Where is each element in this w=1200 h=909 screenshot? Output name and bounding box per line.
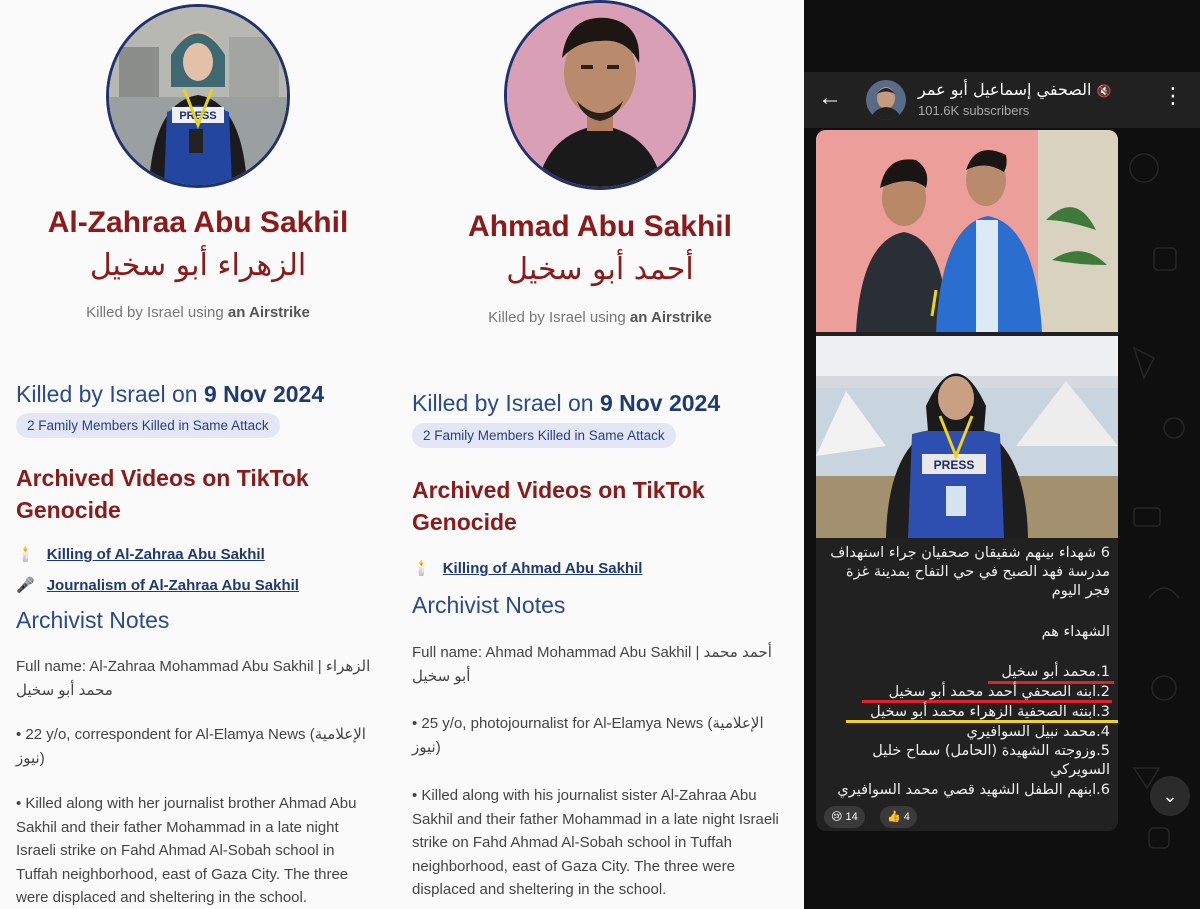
channel-message[interactable] [816,130,1118,831]
name-arabic: أحمد أبو سخيل [506,252,694,287]
channel-name: الصحفي إسماعيل أبو عمر [918,80,1092,99]
video-link-label[interactable]: Killing of Ahmad Abu Sakhil [442,560,643,577]
muted-icon: 🔇 [1096,84,1112,98]
note-full-name: Full name: Ahmad Mohammad Abu Sakhil | أحمد محمد أبو سخيل [412,644,772,685]
killed-by-method: an Airstrike [227,304,310,321]
martyr-item-5: 5.وزوجته الشهيدة (الحامل) سماح خليل السويركي [872,743,1110,778]
note-age-role: • 22 y/o, correspondent for Al-Elamya News (الإعلامية نيوز) [16,726,366,767]
candle-icon: 🕯️ [412,560,431,577]
channel-header [804,72,1200,128]
avatar-al-zahraa [106,4,290,188]
name-english: Ahmad Abu Sakhil [468,210,732,243]
family-members-badge[interactable]: 2 Family Members Killed in Same Attack [412,423,676,448]
avatar-ahmad [504,0,696,190]
microphone-icon: 🎤 [16,577,35,594]
reaction-count: 14 [845,811,858,823]
killed-on-date: 9 Nov 2024 [599,390,721,416]
more-options-icon[interactable]: ⋮ [1162,83,1184,108]
martyr-item-4: 4.محمد نبيل السوافيري [966,724,1110,740]
martyr-item-6: 6.ابنهم الطفل الشهيد قصي محمد السوافيري [837,782,1110,798]
martyr-item-3: 3.ابنته الصحفية الزهراء محمد أبو سخيل [870,704,1110,720]
archivist-notes-heading: Archivist Notes [412,592,566,618]
note-age-role: • 25 y/o, photojournalist for Al-Elamya News (الإعلامية نيوز) [412,715,764,756]
profile-panel-ahmad [396,0,804,909]
killed-by-line [0,304,396,321]
crying-emoji-icon: 😢 [831,811,843,823]
note-circumstances: • Killed along with his journalist sister Al-Zahraa Abu Sakhil and their father Mohammad in a late night Israeli strike on Fahd Ahmad Al-Sobah school in Tuffah neighborhood, east of Gaza City. The three were displaced and sheltering in the school. [412,787,779,898]
family-members-badge[interactable]: 2 Family Members Killed in Same Attack [16,413,280,438]
name-english: Al-Zahraa Abu Sakhil [47,206,349,239]
reaction-thumbs-up[interactable] [880,806,917,828]
press-label: PRESS [933,458,975,472]
killed-by-line [396,309,804,326]
name-arabic: الزهراء أبو سخيل [89,248,307,283]
martyr-item-2: 2.ابنه الصحفي أحمد محمد أبو سخيل [888,684,1110,700]
martyrs-heading: الشهداء هم [1041,624,1110,640]
message-photo-2[interactable] [816,336,1118,538]
note-circumstances: • Killed along with her journalist brother Ahmad Abu Sakhil and their father Mohammad in a late night Israeli strike on Fahd Ahmad Al-Sobah school in Tuffah neighborhood, east of Gaza City. The three were displaced and sheltering in the school. [16,795,357,906]
archivist-notes-heading: Archivist Notes [16,607,170,633]
video-link-label[interactable]: Journalism of Al-Zahraa Abu Sakhil [46,577,299,594]
press-label: PRESS [179,110,217,122]
channel-avatar[interactable] [866,80,906,120]
message-intro: 6 شهداء بينهم شقيقان صحفيان جراء استهداف مدرسة فهد الصبح في حي التفاح بمدينة غزة فجر اليوم [830,545,1110,599]
video-link-label[interactable]: Killing of Al-Zahraa Abu Sakhil [46,546,265,563]
killed-on-date: 9 Nov 2024 [203,381,325,407]
reaction-count: 4 [903,811,910,823]
killed-by-prefix: Killed by Israel using [488,309,626,326]
profile-panel-al-zahraa [0,0,396,909]
scroll-down-button[interactable] [1150,776,1190,816]
killed-on-line [16,381,324,408]
killed-on-line [412,390,720,417]
archived-videos-heading: Archived Videos on TikTok Genocide [16,465,309,523]
subscriber-count: 101.6K subscribers [918,103,1030,118]
telegram-panel [804,0,1200,909]
video-link-killing[interactable] [16,545,265,563]
killed-on-prefix: Killed by Israel on [16,381,198,407]
channel-title[interactable] [918,80,1112,99]
message-photo-1[interactable] [816,130,1118,332]
killed-on-prefix: Killed by Israel on [412,390,594,416]
reaction-crying[interactable] [824,806,865,828]
thumbs-up-emoji-icon: 👍 [887,811,901,823]
killed-by-prefix: Killed by Israel using [86,304,224,321]
killed-by-method: an Airstrike [629,309,712,326]
archived-videos-heading: Archived Videos on TikTok Genocide [412,477,705,535]
back-arrow-icon[interactable]: ← [818,84,842,111]
video-link-killing[interactable] [412,559,642,577]
note-full-name: Full name: Al-Zahraa Mohammad Abu Sakhil | الزهراء محمد أبو سخيل [16,658,371,699]
candle-icon: 🕯️ [16,546,35,563]
video-link-journalism[interactable] [16,576,299,594]
martyr-item-1: 1.محمد أبو سخيل [1001,664,1110,680]
chevron-down-icon: ⌄ [1162,786,1178,806]
